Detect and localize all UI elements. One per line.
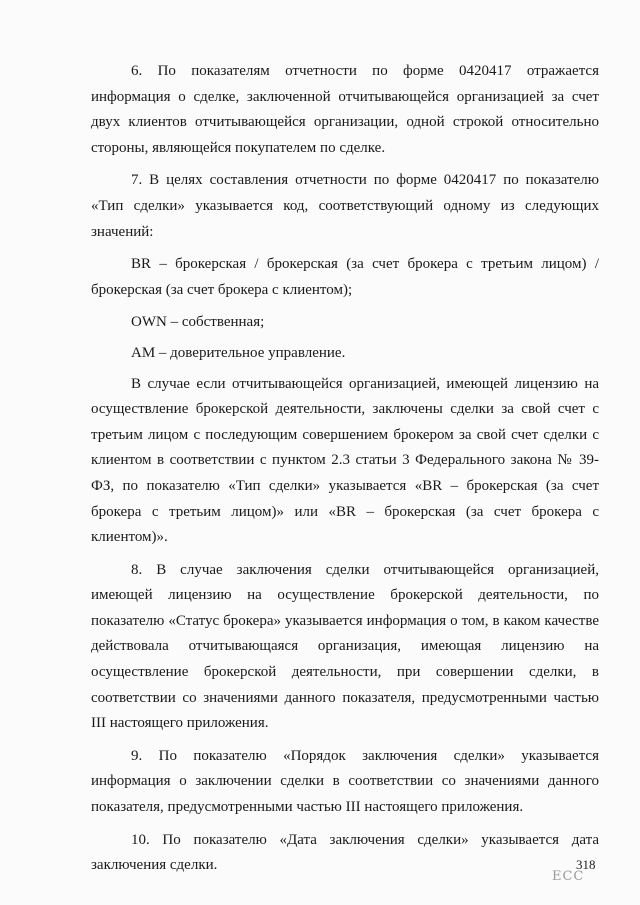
paragraph-6: 6. По показателям отчетности по форме 0420417 отражается информация о сделке, заключенной отчитывающейся организацией за счет двух клиентов отчитывающейся организации, одной строкой относительно стороны, являющейся покупателем по сделке. (91, 63, 599, 156)
list-item-am: AM – доверительное управление. (131, 344, 346, 361)
page-number: 318 (576, 857, 596, 872)
paragraph-9: 9. По показателю «Порядок заключения сделки» указывается информация о заключении сделки в соответствии со значениями данного показателя, предусмотренными частью III настоящего приложения. (91, 747, 599, 816)
paragraph-10: 10. По показателю «Дата заключения сделки» указывается дата заключения сделки. (91, 831, 599, 874)
page-footer (548, 858, 618, 882)
paragraph-8: 8. В случае заключения сделки отчитывающейся организацией, имеющей лицензию на осуществление брокерской деятельности, по показателю «Статус брокера» указывается информация о том, в каком качестве действовала отчитывающаяся организация, имеющая лицензию на осуществление брокерской деятельности, при совершении сделки, в соответствии со значениями данного показателя, предусмотренными частью III настоящего приложения. (91, 561, 599, 732)
paragraph-7: 7. В целях составления отчетности по форме 0420417 по показателю «Тип сделки» указывается код, соответствующий одному из следующих значений: (91, 172, 599, 240)
footer-mark: ЕСС (552, 869, 585, 884)
paragraph-7-case: В случае если отчитывающейся организацией, имеющей лицензию на осуществление брокерской деятельности, заключены сделки за свой счет с третьим лицом с последующим совершением брокером за свой счет сделки с клиентом в соответствии с пунктом 2.3 статьи 3 Федерального закона № 39-ФЗ, по показателю «Тип сделки» указывается «BR – брокерская (за счет брокера с третьим лицом)» или «BR – брокерская (за счет брокера с клиентом)». (91, 375, 599, 546)
list-item-br: BR – брокерская / брокерская (за счет брокера с третьим лицом) / брокерская (за счет брокера с клиентом); (91, 256, 599, 298)
list-item-own: OWN – собственная; (131, 314, 265, 331)
document-body (91, 59, 599, 886)
